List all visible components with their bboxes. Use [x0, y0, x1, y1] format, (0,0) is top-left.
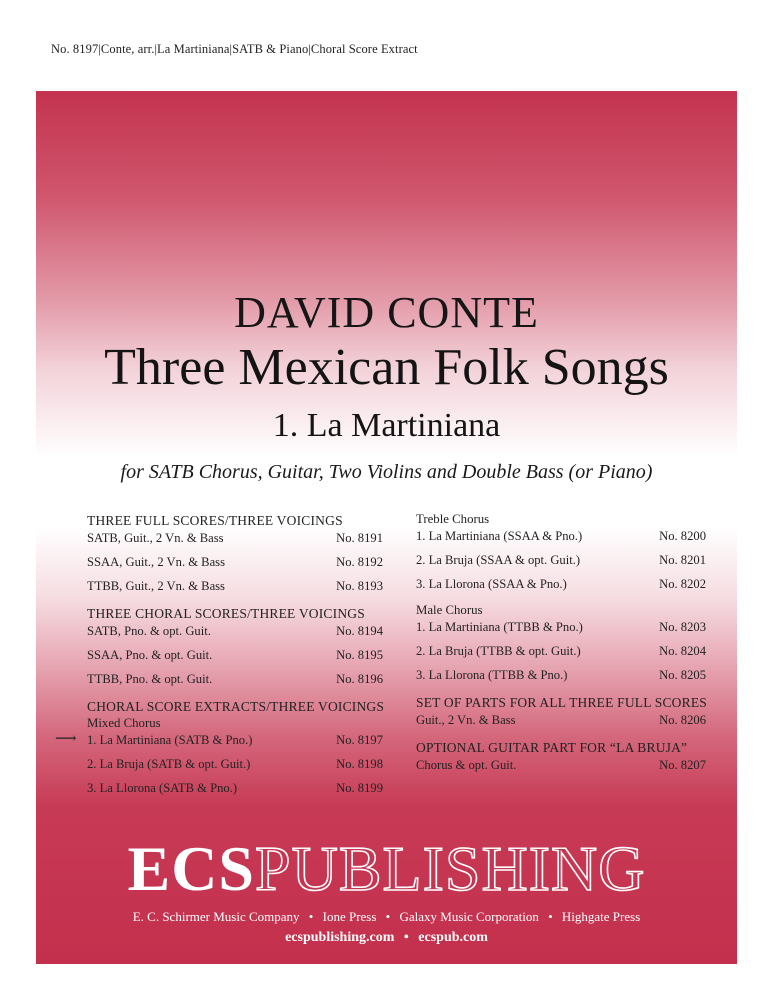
item-number: No. 8192	[336, 555, 383, 569]
publisher-url[interactable]: ecspub.com	[418, 930, 488, 945]
item-number: No. 8193	[336, 579, 383, 593]
catalog-row	[87, 554, 383, 570]
section-heading: THREE CHORAL SCORES/THREE VOICINGS	[87, 606, 365, 621]
item-number: No. 8205	[659, 668, 706, 682]
item-number: No. 8195	[336, 648, 383, 662]
logo-bold-part: ECS	[127, 833, 256, 904]
item-number: No. 8196	[336, 672, 383, 686]
item-number: No. 8194	[336, 624, 383, 638]
logo-outline-part: PUBLISHING	[255, 833, 646, 904]
item-number: No. 8197	[336, 733, 383, 747]
catalog-left-column	[55, 513, 385, 796]
catalog-row	[416, 552, 706, 568]
item-description: SSAA, Guit., 2 Vn. & Bass	[87, 555, 225, 569]
catalog-row	[416, 619, 706, 635]
catalog-row	[87, 780, 383, 796]
item-number: No. 8199	[336, 781, 383, 795]
item-description: 3. La Llorona (SSAA & Pno.)	[416, 577, 567, 591]
item-number: No. 8202	[659, 577, 706, 591]
catalog-row	[87, 623, 383, 639]
instrumentation-line: for SATB Chorus, Guitar, Two Violins and Double Bass (or Piano)	[120, 461, 653, 483]
publisher-urls	[36, 930, 737, 946]
item-number: No. 8206	[659, 713, 706, 727]
publisher-logo	[36, 833, 737, 904]
item-number: No. 8203	[659, 620, 706, 634]
imprint-name: Galaxy Music Corporation	[399, 909, 539, 924]
separator-dot: •	[548, 909, 553, 924]
section-heading: THREE FULL SCORES/THREE VOICINGS	[87, 513, 343, 528]
item-description: TTBB, Pno. & opt. Guit.	[87, 672, 213, 686]
separator-dot: •	[385, 909, 391, 924]
item-description: SSAA, Pno. & opt. Guit.	[87, 648, 213, 662]
work-title: Three Mexican Folk Songs	[104, 339, 669, 396]
catalog-row	[416, 757, 706, 773]
separator-dot: •	[403, 930, 409, 945]
item-description: Guit., 2 Vn. & Bass	[416, 713, 516, 727]
catalog-row-current	[55, 731, 383, 748]
section-heading: CHORAL SCORE EXTRACTS/THREE VOICINGS	[87, 699, 385, 714]
catalog-row	[416, 528, 706, 544]
catalog-row	[416, 576, 706, 592]
catalog-row	[87, 756, 383, 772]
section-subheading: Treble Chorus	[416, 512, 490, 526]
catalog-row	[416, 643, 706, 659]
catalog-row	[416, 667, 706, 683]
section-subheading: Mixed Chorus	[87, 716, 161, 730]
current-item-arrow-icon: ⟶	[55, 731, 77, 747]
catalog-right-column	[416, 511, 706, 773]
catalog-row	[87, 671, 383, 687]
composer-name: DAVID CONTE	[234, 288, 539, 337]
item-description: 2. La Bruja (SSAA & opt. Guit.)	[416, 553, 581, 567]
item-number: No. 8201	[659, 553, 706, 567]
catalog-row	[87, 647, 383, 663]
catalog-row	[87, 578, 383, 594]
publisher-url[interactable]: ecspublishing.com	[285, 930, 395, 945]
item-description: 2. La Bruja (SATB & opt. Guit.)	[87, 757, 251, 771]
item-number: No. 8191	[336, 531, 383, 545]
catalog-header-line: No. 8197|Conte, arr.|La Martiniana|SATB & Piano|Choral Score Extract	[51, 42, 418, 56]
item-number: No. 8200	[659, 529, 706, 543]
item-description: 1. La Martiniana (SSAA & Pno.)	[416, 529, 583, 543]
imprint-name: Highgate Press	[561, 909, 641, 924]
item-description: 3. La Llorona (TTBB & Pno.)	[416, 668, 568, 682]
section-subheading: Male Chorus	[416, 603, 483, 617]
item-number: No. 8198	[336, 757, 383, 771]
item-description: SATB, Guit., 2 Vn. & Bass	[87, 531, 224, 545]
song-subtitle: 1. La Martiniana	[272, 407, 501, 444]
section-heading: OPTIONAL GUITAR PART FOR “LA BRUJA”	[416, 740, 688, 755]
item-description: SATB, Pno. & opt. Guit.	[87, 624, 211, 638]
catalog-row	[416, 712, 706, 728]
item-description: Chorus & opt. Guit.	[416, 758, 517, 772]
item-description: 3. La Llorona (SATB & Pno.)	[87, 781, 238, 795]
item-description: 1. La Martiniana (TTBB & Pno.)	[416, 620, 583, 634]
publisher-imprints	[36, 909, 737, 925]
item-description: TTBB, Guit., 2 Vn. & Bass	[87, 579, 225, 593]
item-number: No. 8207	[659, 758, 706, 772]
item-description: 1. La Martiniana (SATB & Pno.)	[87, 733, 253, 747]
separator-dot: •	[308, 909, 314, 924]
catalog-row	[87, 530, 383, 546]
item-number: No. 8204	[659, 644, 706, 658]
imprint-name: E. C. Schirmer Music Company	[132, 909, 300, 924]
item-description: 2. La Bruja (TTBB & opt. Guit.)	[416, 644, 581, 658]
section-heading: SET OF PARTS FOR ALL THREE FULL SCORES	[416, 695, 707, 710]
imprint-name: Ione Press	[322, 909, 377, 924]
cover-panel	[36, 91, 737, 964]
